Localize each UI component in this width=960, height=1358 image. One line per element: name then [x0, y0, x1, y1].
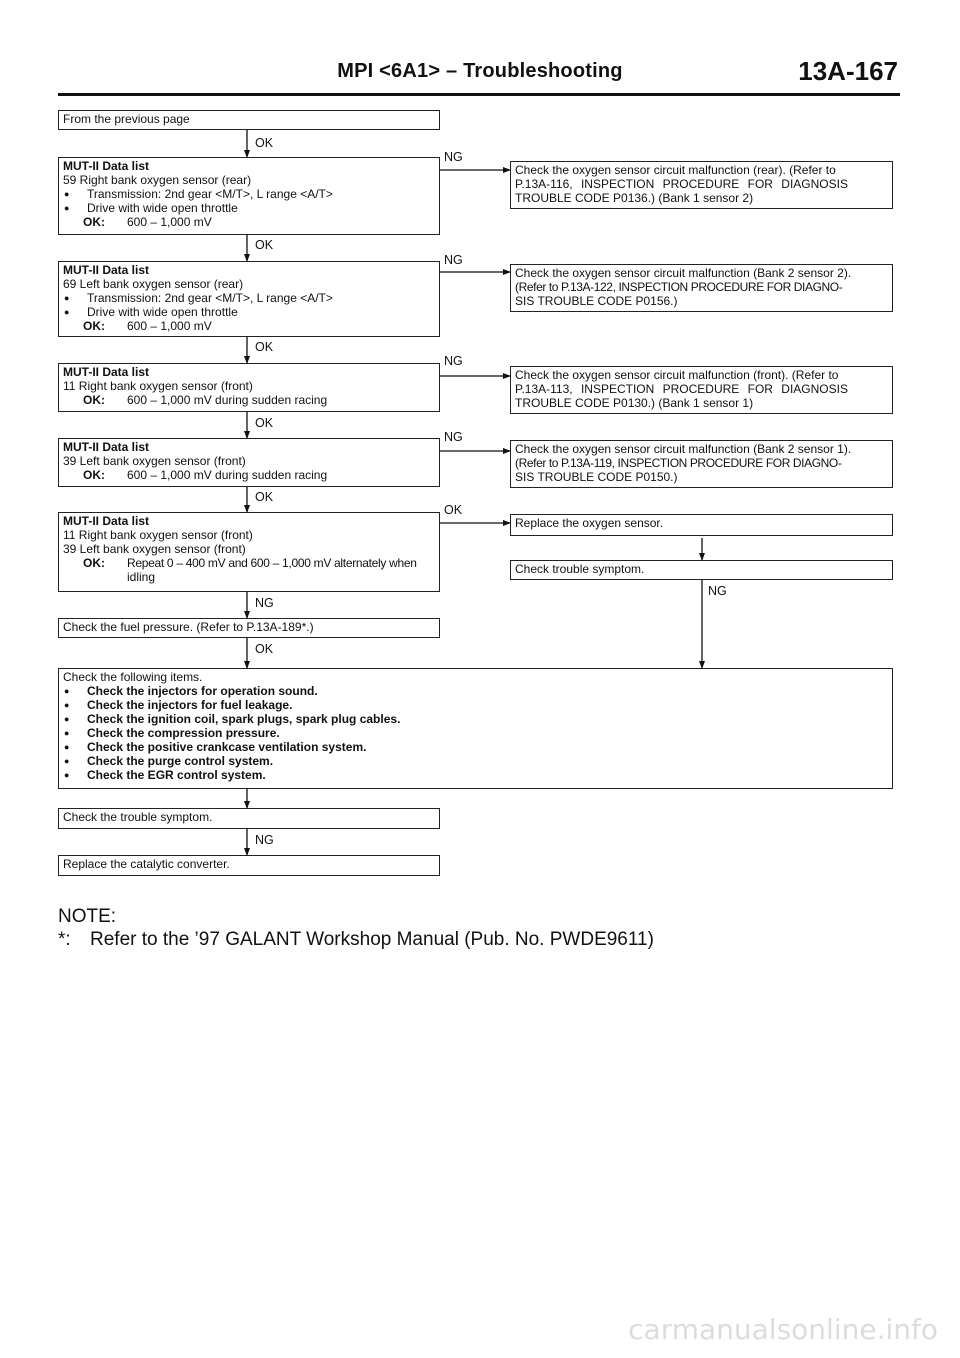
result-line: (Refer to P.13A-122, INSPECTION PROCEDURE FOR DIAGNO-	[515, 280, 843, 294]
ok-criteria-label: OK:	[83, 319, 105, 333]
replace-oxygen-sensor-box	[510, 514, 893, 536]
ok-criteria-value: 600 – 1,000 mV during sudden racing	[127, 393, 328, 407]
ok-criteria-value: 600 – 1,000 mV during sudden racing	[127, 468, 328, 482]
watermark: carmanualsonline.info	[628, 1313, 938, 1346]
note-text: Refer to the ’97 GALANT Workshop Manual (Pub. No. PWDE9611)	[90, 929, 654, 950]
ok-criteria-label: OK:	[83, 215, 105, 229]
ok-criteria-value: Repeat 0 – 400 mV and 600 – 1,000 mV alternately when	[127, 556, 417, 570]
check-the-trouble-symptom-box	[58, 808, 440, 829]
mut-data-list-box-11	[58, 363, 440, 412]
result-line: Check the oxygen sensor circuit malfunction (rear). (Refer to	[515, 163, 836, 177]
check-item: ● Check the positive crankcase ventilation system.	[63, 740, 888, 754]
result-box-bank2-sensor2	[510, 264, 893, 312]
ng-label: NG	[444, 253, 463, 267]
data-item: 59 Right bank oxygen sensor (rear)	[63, 173, 252, 187]
mut-data-list-box-39	[58, 438, 440, 487]
condition-bullet: ● Drive with wide open throttle	[63, 305, 435, 319]
check-item: ● Check the compression pressure.	[63, 726, 888, 740]
mut-data-list-box-59	[58, 157, 440, 235]
ok-label: OK	[255, 490, 274, 504]
check-item: ● Check the ignition coil, spark plugs, spark plug cables.	[63, 712, 888, 726]
ok-criteria-value-cont: idling	[127, 570, 156, 584]
check-trouble-symptom-box	[510, 560, 893, 580]
condition-bullet: ● Transmission: 2nd gear <M/T>, L range <A/T>	[63, 291, 435, 305]
ok-criteria-label: OK:	[83, 468, 105, 482]
check-item: ● Check the EGR control system.	[63, 768, 888, 782]
check-item: ● Check the injectors for operation sound.	[63, 684, 888, 698]
ok-criteria-value: 600 – 1,000 mV	[127, 319, 212, 333]
box-title: MUT-II Data list	[63, 440, 150, 454]
ng-label: NG	[255, 596, 274, 610]
ng-label: NG	[444, 430, 463, 444]
result-line: P.13A-113, INSPECTION PROCEDURE FOR DIAGNOSIS	[515, 382, 848, 396]
result-box-bank2-sensor1	[510, 440, 893, 488]
ng-label: NG	[444, 354, 463, 368]
check-trouble-symptom-text: Check trouble symptom.	[515, 562, 645, 576]
data-item: 39 Left bank oxygen sensor (front)	[63, 542, 246, 556]
result-line: (Refer to P.13A-119, INSPECTION PROCEDURE FOR DIAGNO-	[515, 456, 842, 470]
box-title: MUT-II Data list	[63, 159, 150, 173]
result-line: TROUBLE CODE P0136.) (Bank 1 sensor 2)	[515, 191, 754, 205]
condition-bullet: ● Drive with wide open throttle	[63, 201, 435, 215]
ok-criteria-value: 600 – 1,000 mV	[127, 215, 212, 229]
note-heading: NOTE:	[58, 906, 117, 927]
ok-label: OK	[255, 136, 274, 150]
check-item: ● Check the purge control system.	[63, 754, 888, 768]
ng-label: NG	[708, 584, 727, 598]
ok-criteria-label: OK:	[83, 556, 105, 570]
ok-label: OK	[255, 416, 274, 430]
note-marker: *:	[58, 929, 71, 950]
result-line: Check the oxygen sensor circuit malfunction (Bank 2 sensor 2).	[515, 266, 852, 280]
box-title: MUT-II Data list	[63, 263, 150, 277]
from-previous-text: From the previous page	[63, 112, 190, 126]
result-line: TROUBLE CODE P0130.) (Bank 1 sensor 1)	[515, 396, 754, 410]
ok-criteria-label: OK:	[83, 393, 105, 407]
box-title: MUT-II Data list	[63, 365, 150, 379]
mut-data-list-box-11-39	[58, 512, 440, 592]
check-item: ● Check the injectors for fuel leakage.	[63, 698, 888, 712]
result-line: Check the oxygen sensor circuit malfunction (Bank 2 sensor 1).	[515, 442, 852, 456]
result-line: Check the oxygen sensor circuit malfunction (front). (Refer to	[515, 368, 839, 382]
ng-label: NG	[444, 150, 463, 164]
mut-data-list-box-69	[58, 261, 440, 337]
ng-label: NG	[255, 833, 274, 847]
replace-catalytic-converter-text: Replace the catalytic converter.	[63, 857, 230, 871]
result-line: SIS TROUBLE CODE P0150.)	[515, 470, 678, 484]
result-line: SIS TROUBLE CODE P0156.)	[515, 294, 678, 308]
following-items-box	[58, 668, 893, 789]
fuel-pressure-text: Check the fuel pressure. (Refer to P.13A-189*.)	[63, 620, 314, 634]
ok-label: OK	[444, 503, 463, 517]
replace-catalytic-converter-box	[58, 855, 440, 876]
result-box-rear-bank1	[510, 161, 893, 209]
ok-label: OK	[255, 238, 274, 252]
data-item: 69 Left bank oxygen sensor (rear)	[63, 277, 244, 291]
fuel-pressure-box	[58, 618, 440, 638]
data-item: 39 Left bank oxygen sensor (front)	[63, 454, 246, 468]
following-items-title: Check the following items.	[63, 670, 203, 684]
page-number: 13A-167	[798, 56, 898, 86]
check-the-trouble-symptom-text: Check the trouble symptom.	[63, 810, 213, 824]
ok-label: OK	[255, 642, 274, 656]
result-box-front-bank1	[510, 366, 893, 414]
data-item: 11 Right bank oxygen sensor (front)	[63, 528, 253, 542]
from-previous-box	[58, 110, 440, 130]
box-title: MUT-II Data list	[63, 514, 150, 528]
data-item: 11 Right bank oxygen sensor (front)	[63, 379, 253, 393]
result-line: P.13A-116, INSPECTION PROCEDURE FOR DIAGNOSIS	[515, 177, 848, 191]
condition-bullet: ● Transmission: 2nd gear <M/T>, L range <A/T>	[63, 187, 435, 201]
ok-label: OK	[255, 340, 274, 354]
replace-oxygen-sensor-text: Replace the oxygen sensor.	[515, 516, 664, 530]
page-title: MPI <6A1> – Troubleshooting	[337, 60, 623, 82]
